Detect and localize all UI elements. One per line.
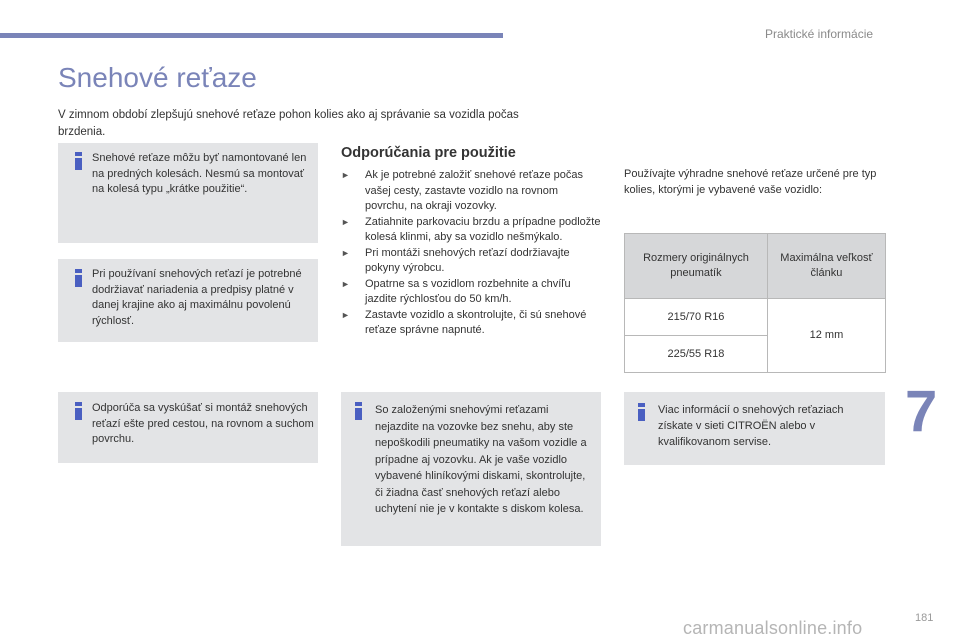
info-note xyxy=(341,392,601,546)
arrow-bullet-icon: ► xyxy=(341,170,350,180)
page-number: 181 xyxy=(915,612,934,624)
list-item-text: Zatiahnite parkovaciu brzdu a prípadne podložte kolesá klinmi, aby sa vozidlo nešmýkalo. xyxy=(365,215,601,243)
note-text: Snehové reťaze môžu byť namontované len na predných kolesách. Nesmú sa montovať na kolesá typu „krátke použitie“. xyxy=(92,152,307,195)
info-note xyxy=(58,259,318,342)
info-icon xyxy=(75,152,82,170)
table-row xyxy=(625,299,886,336)
watermark: carmanualsonline.info xyxy=(683,618,863,638)
list-item xyxy=(341,277,601,308)
info-note xyxy=(58,143,318,243)
info-icon xyxy=(75,269,82,287)
table-header-link-size: Maximálna veľkosť článku xyxy=(767,234,885,299)
page-title: Snehové reťaze xyxy=(58,62,257,93)
section-header: Praktické informácie xyxy=(765,27,874,41)
list-item-text: Ak je potrebné založiť snehové reťaze počas vašej cesty, zastavte vozidlo na rovnom povrchu, na okraji vozovky. xyxy=(365,169,583,212)
list-item xyxy=(341,168,601,215)
list-item xyxy=(341,246,601,277)
list-item-text: Opatrne sa s vozidlom rozbehnite a chvíľu jazdite rýchlosťou do 50 km/h. xyxy=(365,277,571,305)
note-text: Viac informácií o snehových reťaziach získate v sieti CITROËN alebo v kvalifikovanom servise. xyxy=(658,404,844,448)
header-accent-bar xyxy=(0,33,503,38)
table-header-tire-size: Rozmery originálnych pneumatík xyxy=(625,234,768,299)
arrow-bullet-icon: ► xyxy=(341,247,350,258)
chapter-number: 7 xyxy=(905,379,938,444)
list-item xyxy=(341,308,601,339)
tire-size-cell: 225/55 R18 xyxy=(625,336,768,373)
info-icon xyxy=(638,403,645,421)
info-icon xyxy=(355,402,362,420)
info-note xyxy=(624,392,885,465)
recommendations-list xyxy=(341,168,601,339)
arrow-bullet-icon: ► xyxy=(341,309,350,320)
note-text: Odporúča sa vyskúšať si montáž snehových reťazí ešte pred cestou, na rovnom a suchom povrchu. xyxy=(92,402,314,445)
info-icon xyxy=(75,402,82,420)
list-item-text: Pri montáži snehových reťazí dodržiavajte pokyny výrobcu. xyxy=(365,246,570,274)
tire-size-cell: 215/70 R16 xyxy=(625,299,768,336)
arrow-bullet-icon: ► xyxy=(341,278,350,289)
note-text: So založenými snehovými reťazami nejazdite na vozovke bez snehu, aby ste nepoškodili pneumatiky na vašom vozidle a prípadne aj vozovku. Ak je vaše vozidlo vybavené hliníkovými diskami, skontrolujte, či žiadna časť snehových reťazí alebo uchytení nie je v kontakte s diskom kolesa. xyxy=(375,404,587,515)
table-header-row xyxy=(625,234,886,299)
recommendations-title: Odporúčania pre použitie xyxy=(341,145,516,161)
note-text: Pri používaní snehových reťazí je potrebné dodržiavať nariadenia a predpisy platné v danej krajine ako aj maximálnu povolenú rýchlosť. xyxy=(92,268,302,327)
list-item-text: Zastavte vozidlo a skontrolujte, či sú snehové reťaze správne napnuté. xyxy=(365,308,587,336)
arrow-bullet-icon: ► xyxy=(341,216,350,227)
info-note xyxy=(58,392,318,463)
link-size-cell: 12 mm xyxy=(767,299,885,373)
list-item xyxy=(341,215,601,246)
intro-paragraph: V zimnom období zlepšujú snehové reťaze pohon kolies ako aj správanie sa vozidla počas brzdenia. xyxy=(58,109,519,138)
chain-size-table xyxy=(624,233,886,373)
right-intro-paragraph: Používajte výhradne snehové reťaze určené pre typ kolies, ktorými je vybavené vaše vozidlo: xyxy=(624,168,877,196)
